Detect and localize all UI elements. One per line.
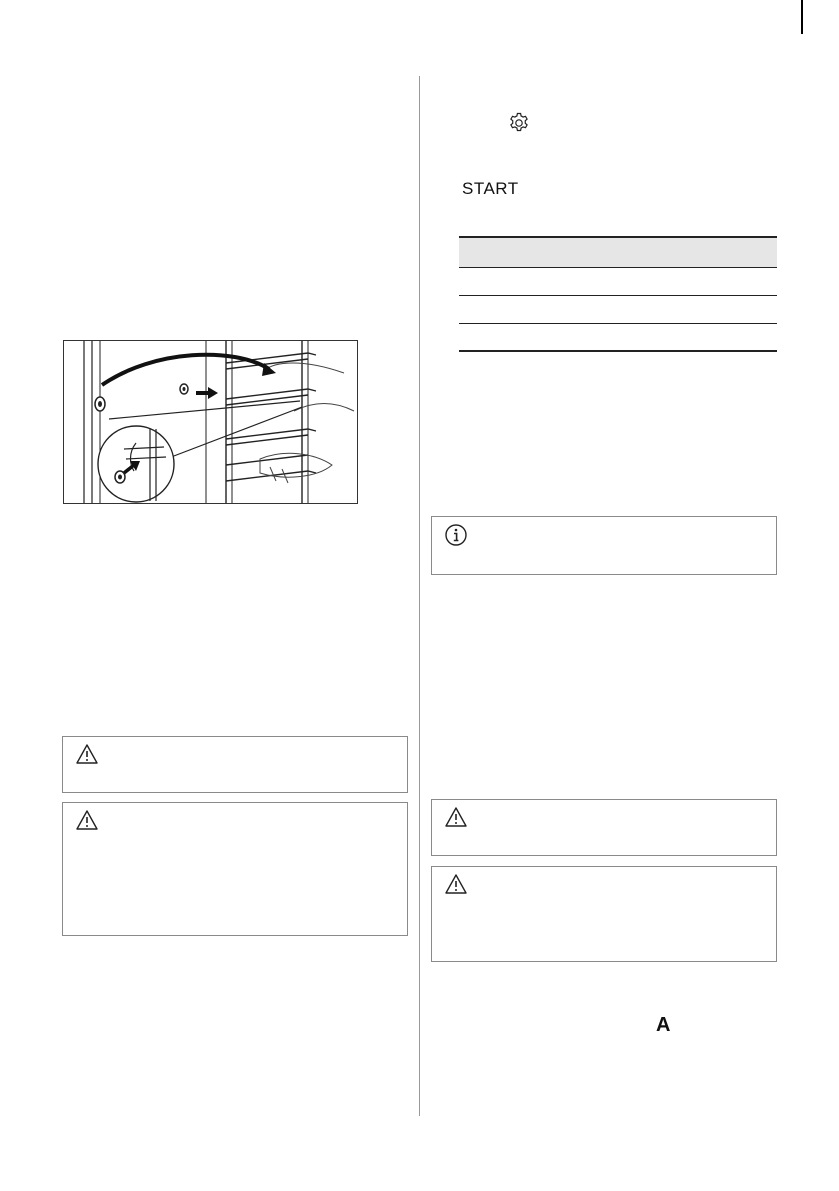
info-box	[431, 516, 777, 575]
settings-table	[459, 236, 777, 352]
column-divider	[419, 76, 420, 1116]
warning-triangle-icon	[444, 873, 468, 900]
page-edge-mark	[801, 0, 803, 34]
shelf-support-illustration	[63, 340, 358, 504]
warning-triangle-icon	[444, 806, 468, 833]
table-row	[459, 268, 777, 296]
table-row	[459, 324, 777, 352]
warning-triangle-icon	[75, 743, 99, 770]
table-row	[459, 296, 777, 324]
oven-shelf-support-drawing	[64, 341, 358, 504]
warning-box-1	[62, 736, 408, 793]
warning-triangle-icon	[75, 809, 99, 836]
auto-symbol: A	[656, 1014, 671, 1036]
start-button-label: START	[462, 179, 519, 198]
warning-box-2	[62, 802, 408, 936]
warning-box-3	[431, 799, 777, 856]
gear-icon	[508, 112, 530, 139]
warning-box-4	[431, 866, 777, 962]
info-icon	[444, 523, 468, 552]
table-header-row	[459, 236, 777, 268]
